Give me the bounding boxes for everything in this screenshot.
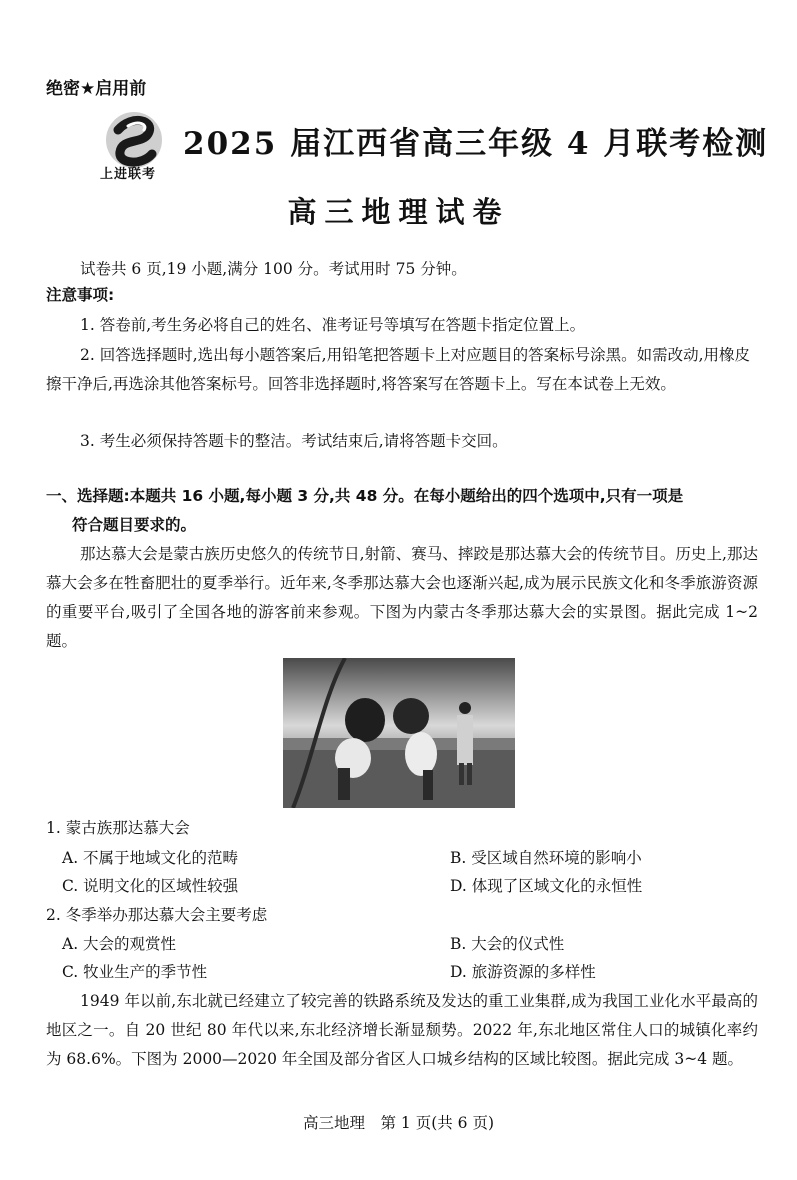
section-heading-line: 一、选择题:本题共 16 小题,每小题 3 分,共 48 分。在每小题给出的四个选项中,只有一项是 [46, 487, 684, 505]
notice-item: 2. 回答选择题时,选出每小题答案后,用铅笔把答题卡上对应题目的答案标号涂黑。如需改动,用橡皮擦干净后,再选涂其他答案标号。回答非选择题时,将答案写在答题卡上。写在本试卷上无效。 [46, 346, 750, 393]
reading-passage: 那达慕大会是蒙古族历史悠久的传统节日,射箭、赛马、摔跤是那达慕大会的传统节目。历史上,那达慕大会多在牲畜肥壮的夏季举行。近年来,冬季那达慕大会也逐渐兴起,成为展示民族文化和冬季旅游资源的重要平台,吸引了全国各地的游客前来参观。下图为内蒙古冬季那达慕大会的实景图。据此完成 1~2 题。 [46, 545, 758, 650]
confidential-label: 绝密★启用前 [46, 79, 147, 99]
subject-title: 高三地理试卷 [287, 195, 510, 229]
reading-passage: 1949 年以前,东北就已经建立了较完善的铁路系统及发达的重工业集群,成为我国工业化水平最高的地区之一。自 20 世纪 80 年代以来,东北经济增长渐显颓势。2022 年,东北地区常住人口的城镇化率约为 68.6%。下图为 2000—2020 年全国及部分省区人口城乡结构的区域比较图。据此完成 3~4 题。 [46, 992, 758, 1068]
exam-intro: 试卷共 6 页,19 小题,满分 100 分。考试用时 75 分钟。 [80, 260, 467, 278]
notice-heading: 注意事项: [46, 286, 115, 304]
logo-text: 上进联考 [100, 167, 157, 182]
section-heading-line: 符合题目要求的。 [72, 516, 197, 534]
section-heading [46, 482, 758, 540]
question-2-stem: 2. 冬季举办那达慕大会主要考虑 [46, 906, 268, 924]
question-2-option-a: A. 大会的观赏性 [62, 935, 177, 953]
question-1-option-b: B. 受区域自然环境的影响小 [450, 849, 642, 867]
question-2-option-c: C. 牧业生产的季节性 [62, 963, 208, 981]
notice-item: 1. 答卷前,考生务必将自己的姓名、准考证号等填写在答题卡指定位置上。 [80, 316, 586, 334]
question-1-option-c: C. 说明文化的区域性较强 [62, 877, 239, 895]
question-1-option-d: D. 体现了区域文化的永恒性 [450, 877, 643, 895]
question-1-stem: 1. 蒙古族那达慕大会 [46, 819, 190, 837]
question-2-option-d: D. 旅游资源的多样性 [450, 963, 596, 981]
question-2-option-b: B. 大会的仪式性 [450, 935, 565, 953]
naadam-wrestling-photo [283, 658, 515, 808]
exam-title: 2025 届江西省高三年级 4 月联考检测 [183, 126, 769, 162]
notice-item: 3. 考生必须保持答题卡的整洁。考试结束后,请将答题卡交回。 [80, 432, 508, 450]
question-1-option-a: A. 不属于地域文化的范畴 [62, 849, 239, 867]
page-footer: 高三地理 第 1 页(共 6 页) [302, 1114, 495, 1132]
